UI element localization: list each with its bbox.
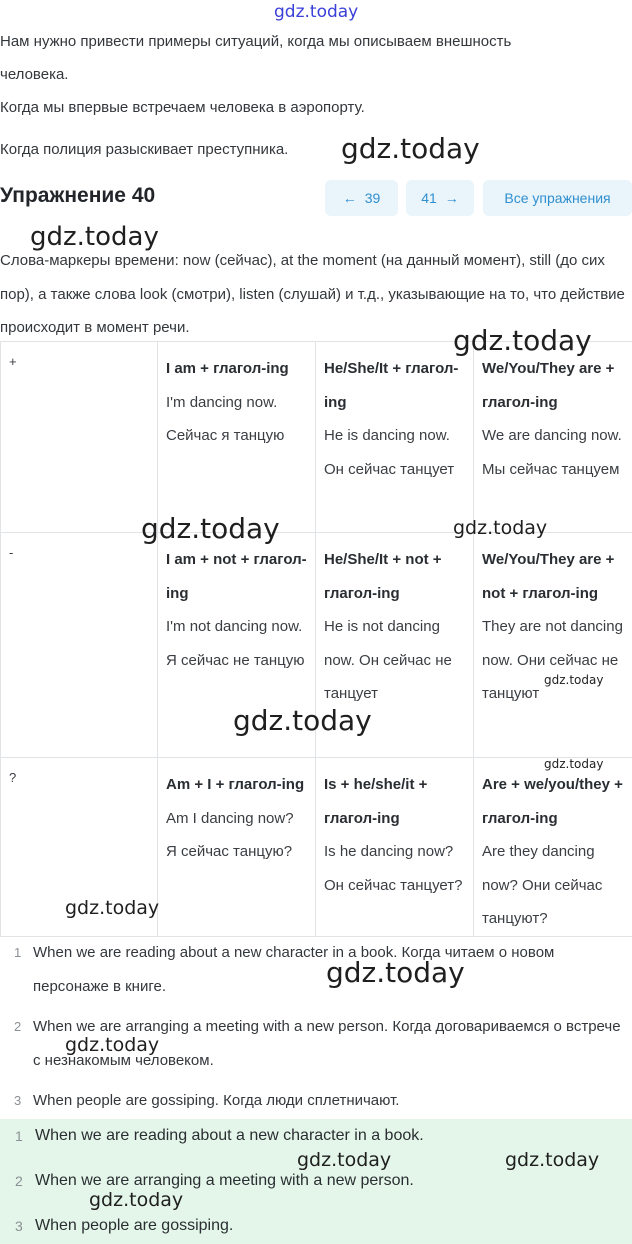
list-item [0, 1217, 233, 1235]
cell-body: He is not dancing now. Он сейчас не танцует [324, 618, 452, 702]
time-markers-text: Слова-маркеры времени: now (сейчас), at the moment (на данный момент), still (до сих пор), а также слова look (смотри), listen (слушай) и т.д., указывающие на то, что действие происходит в момент речи. [0, 252, 625, 336]
table-row [1, 533, 632, 758]
table-cell [316, 533, 474, 758]
table-cell [474, 758, 632, 937]
intro-line-3: Когда мы впервые встречаем человека в аэропорту. [0, 99, 365, 116]
intro-line-2: человека. [0, 66, 69, 83]
intro-line-1: Нам нужно привести примеры ситуаций, когда мы описываем внешность [0, 33, 512, 50]
cell-body: Am I dancing now? Я сейчас танцую? [166, 809, 294, 860]
watermark: gdz.today [544, 673, 604, 687]
watermark: gdz.today [326, 956, 465, 989]
watermark: gdz.today [453, 517, 548, 539]
watermark: gdz.today [233, 704, 372, 737]
cell-body: We are dancing now. Мы сейчас танцуем [482, 427, 622, 478]
exercise-title: Упражнение 40 [0, 184, 156, 207]
table-cell [474, 533, 632, 758]
item-text: When people are gossiping. Когда люди сплетничают. [33, 1092, 400, 1109]
prev-exercise-button[interactable] [325, 180, 398, 216]
item-number: 2 [14, 1019, 22, 1034]
watermark: gdz.today [30, 222, 159, 252]
item-text: When we are reading about a new character in a book. [35, 1127, 424, 1144]
intro-line-4: Когда полиция разыскивает преступника. [0, 141, 289, 158]
item-number: 3 [15, 1218, 23, 1234]
answers-list [0, 936, 632, 1118]
watermark: gdz.today [544, 757, 604, 771]
sign-cell: ? [1, 758, 158, 937]
watermark-top: gdz.today [274, 2, 359, 22]
cell-body: Is he dancing now? Он сейчас танцует? [324, 843, 463, 894]
list-item [0, 1172, 414, 1190]
item-number: 1 [14, 945, 22, 960]
cell-head: I am + not + глагол-ing [166, 551, 307, 602]
watermark: gdz.today [453, 324, 592, 357]
cell-body: He is dancing now. Он сейчас танцует [324, 427, 455, 478]
list-item [0, 936, 632, 1003]
cell-head: He/She/It + глагол-ing [324, 360, 459, 411]
all-exercises-label: Все упражнения [504, 190, 611, 206]
cell-head: We/You/They are + глагол-ing [482, 360, 615, 411]
item-number: 1 [15, 1128, 23, 1144]
cell-head: I am + глагол-ing [166, 360, 289, 377]
cell-body: They are not dancing now. Они сейчас не танцуют [482, 618, 623, 702]
item-text: When people are gossiping. [35, 1217, 234, 1234]
next-exercise-label: 41 [421, 190, 437, 206]
present-continuous-table [0, 341, 632, 937]
watermark: gdz.today [89, 1189, 184, 1211]
arrow-left-icon: ← [342, 190, 357, 206]
table-cell [316, 342, 474, 533]
cell-head: Are + we/you/they + глагол-ing [482, 776, 623, 827]
item-text: When we are arranging a meeting with a new person. Когда договариваемся о встрече с незнакомым человеком. [33, 1018, 621, 1069]
watermark: gdz.today [505, 1149, 600, 1171]
next-exercise-button[interactable] [406, 180, 474, 216]
cell-body: Are they dancing now? Они сейчас танцуют? [482, 843, 603, 927]
table-cell [316, 758, 474, 937]
table-row [1, 342, 632, 533]
cell-head: Am + I + глагол-ing [166, 776, 305, 793]
watermark: gdz.today [141, 512, 280, 545]
cell-head: We/You/They are + not + глагол-ing [482, 551, 615, 602]
item-text: When we are arranging a meeting with a new person. [35, 1172, 414, 1189]
sign-cell: + [1, 342, 158, 533]
all-exercises-button[interactable] [483, 180, 632, 216]
table-cell [474, 342, 632, 533]
list-item [0, 1084, 632, 1118]
cell-body: I'm not dancing now. Я сейчас не танцую [166, 618, 305, 669]
watermark: gdz.today [65, 897, 160, 919]
arrow-right-icon: → [444, 190, 459, 206]
prev-exercise-label: 39 [364, 190, 381, 206]
cell-body: I'm dancing now. Сейчас я танцую [166, 393, 285, 444]
list-item [0, 1127, 424, 1145]
list-item [0, 1010, 632, 1077]
watermark: gdz.today [341, 132, 480, 165]
table-cell [158, 533, 316, 758]
table-cell [158, 758, 316, 937]
table-row [1, 758, 632, 937]
item-number: 3 [14, 1093, 22, 1108]
watermark: gdz.today [297, 1149, 392, 1171]
item-number: 2 [15, 1173, 23, 1189]
item-text: When we are reading about a new character in a book. Когда читаем о новом персонаже в книге. [33, 944, 555, 995]
cell-head: Is + he/she/it + глагол-ing [324, 776, 428, 827]
table-cell [158, 342, 316, 533]
watermark: gdz.today [65, 1034, 160, 1056]
cell-head: He/She/It + not + глагол-ing [324, 551, 442, 602]
sign-cell: - [1, 533, 158, 758]
